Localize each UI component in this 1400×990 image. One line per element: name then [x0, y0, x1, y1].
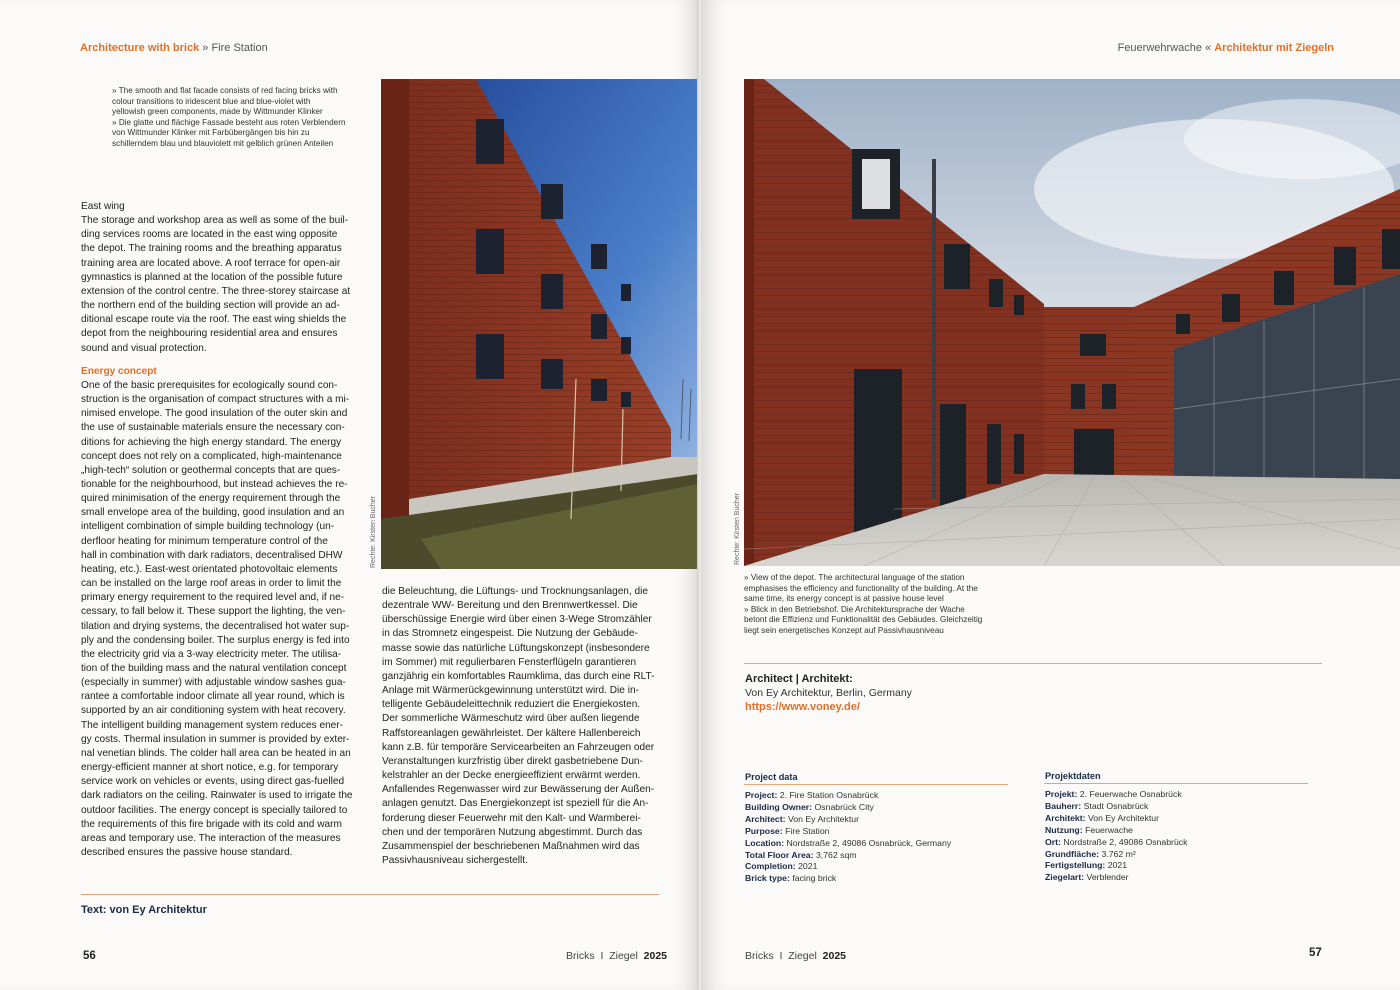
energy-line: hall in combination with dark radiators, decentralised DHW: [81, 549, 343, 561]
left-column-text: [81, 200, 357, 860]
energy-line: small envelope area of the building, good insulation and an: [81, 507, 345, 519]
left-header-separator: »: [199, 42, 212, 54]
east-wing-line: sound and visual protection.: [81, 342, 207, 354]
energy-line: the use of sustainable materials ensure the necessary con-: [81, 422, 345, 434]
east-wing-line: ditional escape route via the roof. The east wing shields the: [81, 314, 347, 326]
left-page: [0, 0, 698, 990]
energy-line: cessary, to fall below it. These support the lighting, the ven-: [81, 606, 346, 618]
german-line: in das Stromnetz eingespeist. Die Nutzung der Gebäude-: [382, 628, 638, 640]
left-header-section: Fire Station: [211, 42, 268, 54]
german-line: dezentrale WW- Bereitung und den Brennwertkessel. Die: [382, 600, 638, 612]
projektdaten-list: [1045, 789, 1325, 884]
caption-line: emphasises the efficiency and functionality of the building. At the: [744, 583, 978, 593]
east-wing-line: training area are located above. A roof terrace for open-air: [81, 257, 341, 269]
energy-line: One of the basic prerequisites for ecologically sound con-: [81, 379, 338, 391]
east-wing-line: gymnastics is planned at the location of the possible future: [81, 271, 343, 283]
caption-line: » The smooth and flat facade consists of red facing bricks with: [112, 86, 338, 95]
caption-line: von Wittmunder Klinker mit Farbübergängen bis hin zu: [112, 128, 310, 138]
energy-line: energy-efficient manner at short notice, e.g. for temporary: [81, 762, 339, 774]
projektdaten-row: Bauherr: Stadt Osnabrück: [1045, 800, 1149, 811]
energy-line: the requirements of this fire brigade with its cold and warm: [81, 818, 342, 830]
project-data-row: Total Floor Area: 3,762 sqm: [745, 849, 857, 860]
german-line: ganzjährig ein komfortables Raumklima, das durch eine RLT-: [382, 670, 655, 682]
projektdaten-row: Ziegelart: Verblender: [1045, 872, 1129, 883]
german-line: kann z.B. für temporäre Servicearbeiten an Fahrzeugen oder: [382, 741, 655, 753]
projektdaten-row: Fertigstellung: 2021: [1045, 860, 1128, 871]
project-data-row: Purpose: Fire Station: [745, 825, 830, 836]
energy-line: rantee a comfortable indoor climate all year round, which is: [81, 691, 345, 703]
energy-line: concept does not rely on a complicated, high-maintenance: [81, 450, 342, 462]
caption-line: » View of the depot. The architectural language of the station: [744, 573, 965, 582]
energy-line: The intelligent building management system reduces ener-: [81, 719, 344, 731]
depot-photo: [744, 79, 1400, 566]
footer-bricks: Bricks: [566, 950, 595, 962]
caption-line: » Blick in den Betriebshof. Die Architektursprache der Wache: [744, 604, 965, 614]
east-wing-photo-illustration: [381, 79, 698, 569]
german-line: Anlage mit Wärmerückgewinnung unterstützt wird. Die in-: [382, 685, 639, 697]
project-data-list: [745, 790, 1035, 885]
energy-line: described ensures the passive house standard.: [81, 847, 293, 859]
german-line: masse sowie das natürliche Lüftungskonzept (insbesondere: [382, 642, 650, 654]
project-data-row: Building Owner: Osnabrück City: [745, 801, 874, 812]
energy-line: tion of the building mass and the natural ventilation concept: [81, 663, 347, 674]
caption-line: » Die glatte und flächige Fassade besteht aus roten Verblendern: [112, 117, 346, 127]
east-wing-line: extension of the control centre. The three-storey staircase at: [81, 285, 351, 297]
german-line: chen und der temporären Nutzung abgestimmt. Durch das: [382, 826, 643, 838]
left-footer: [566, 950, 667, 962]
east-wing-line: the northern end of the building section will provide an ad-: [81, 300, 340, 312]
energy-line: outdoor facilities. The energy concept is specially tailored to: [81, 804, 348, 816]
project-data-row: Completion: 2021: [745, 861, 818, 872]
projektdaten-row: Ort: Nordstraße 2, 49086 Osnabrück: [1045, 836, 1188, 847]
footer-year: 2025: [822, 950, 847, 962]
caption-line: schillerndem blau und blauviolett mit gelblich grünen Anteilen: [112, 138, 334, 148]
energy-line: tionable for the neighbourhood, but instead achieves the re-: [81, 478, 348, 490]
right-footer: [745, 950, 846, 962]
energy-line: gy costs. Thermal insulation in summer is provided by exter-: [81, 733, 350, 745]
german-line: Passivhausniveau sichergestellt.: [382, 854, 528, 866]
footer-ziegel: Ziegel: [609, 950, 638, 962]
projektdaten-row: Grundfläche: 3.762 m²: [1045, 848, 1136, 859]
energy-line: can be installed on the large roof areas in order to limit the: [81, 578, 342, 590]
footer-separator: I: [779, 950, 783, 962]
caption-line: liegt sein energetisches Konzept auf Passivhausniveau: [744, 625, 944, 635]
german-line: kelstrahler an der Decke energieeffizient erwärmt werden.: [382, 770, 641, 782]
east-wing-line: The storage and workshop area as well as some of the buil-: [81, 215, 349, 227]
energy-line: struction is the organisation of compact structures with a mi-: [81, 394, 350, 406]
german-line: Der sommerliche Wärmeschutz wird über außen liegende: [382, 713, 640, 725]
architect-heading: Architect | Architekt:: [745, 673, 853, 685]
caption-line: yellowish green components, made by Wittmunder Klinker: [112, 107, 323, 117]
east-wing-photo: [381, 79, 698, 569]
projektdaten-row: Nutzung: Feuerwache: [1045, 824, 1133, 835]
caption-line: betont die Effizienz und Funktionalität des Gebäudes. Gleichzeitig: [744, 615, 983, 625]
projektdaten-row: Projekt: 2. Feuerwache Osnabrück: [1045, 789, 1182, 799]
right-header-section: Feuerwehrwache: [1117, 42, 1202, 54]
german-line: anlagen genutzt. Das Energiekonzept ist speziell für die An-: [382, 798, 649, 810]
footer-separator: I: [600, 950, 604, 962]
energy-line: ply and the condensing boiler. The surplus energy is fed into: [81, 634, 350, 646]
east-wing-line: depot from the neighbouring residential area and ensures: [81, 328, 338, 340]
energy-line: areas and temporary use. The interaction of the measures: [81, 832, 341, 844]
caption-line: colour transitions to iridescent blue and blue-violet with: [112, 96, 311, 106]
footer-year: 2025: [643, 950, 668, 962]
energy-line: „high-tech“ solution or geothermal concepts that are ques-: [81, 464, 341, 476]
projektdaten-rule: [1044, 783, 1308, 784]
german-line: Anfallendes Regenwasser wird zur Bewässerung der Außen-: [382, 784, 655, 796]
german-line: forderung dieser Feuerwehr mit den Kalt- und Warmberei-: [382, 812, 641, 824]
energy-line: quired minimisation of the energy requirement through the: [81, 493, 341, 505]
left-header-accent: Architecture with brick: [80, 42, 200, 54]
east-wing-heading: East wing: [81, 201, 125, 212]
german-line: telligente Gebäudeleittechnik reduziert die Energiekosten.: [382, 699, 641, 711]
left-photo-caption: [112, 86, 362, 150]
east-wing-line: ding services rooms are located in the east wing opposite: [81, 229, 338, 241]
projektdaten-row: Architekt: Von Ey Architektur: [1045, 812, 1159, 823]
energy-line: the electricity grid via a 3-way electricity meter. The utilisa-: [81, 648, 342, 660]
left-running-header: [80, 42, 268, 54]
energy-line: derfloor heating for minimum temperature control of the: [81, 535, 328, 547]
depot-photo-illustration: [744, 79, 1400, 566]
caption-line: same time, its energy concept is at passive house level: [744, 594, 944, 604]
project-data-row: Project: 2. Fire Station Osnabrück: [745, 790, 879, 800]
energy-line: heating, etc.). East-west orientated photovoltaic elements: [81, 563, 338, 575]
text-credit: Text: von Ey Architektur: [81, 904, 207, 916]
right-header-separator: «: [1201, 42, 1215, 54]
energy-line: supported by an air conditioning system with heat recovery.: [81, 705, 346, 717]
german-line: im Sommer) mit regulierbaren Fensterflügeln garantieren: [382, 656, 637, 668]
german-line: überschüssige Energie wird über einen 3-Wege Stromzähler: [382, 614, 652, 626]
energy-line: dark radiators on the ceiling. Rainwater is used to irrigate the: [81, 790, 353, 802]
project-data-rule: [744, 784, 1008, 785]
german-line: Zusammenspiel der beschriebenen Maßnahmen wird das: [382, 840, 640, 852]
energy-line: (especially in summer) with adjustable window sashes gua-: [81, 677, 346, 689]
energy-line: nal venetian blinds. The colder hall area can be heated in an: [81, 747, 351, 759]
project-data-row: Location: Nordstraße 2, 49086 Osnabrück, Germany: [745, 837, 952, 848]
energy-concept-heading: Energy concept: [81, 365, 157, 377]
german-line: die Beleuchtung, die Lüftungs- und Trocknungsanlagen, die: [382, 586, 648, 597]
energy-line: primary energy requirement to the required level and, if ne-: [81, 592, 345, 604]
energy-line: intelligent combination of simple building technology (un-: [81, 521, 335, 533]
architect-website-link[interactable]: https://www.voney.de/: [745, 701, 860, 713]
right-header-accent: Architektur mit Ziegeln: [1214, 42, 1334, 54]
architect-rule: [744, 663, 1322, 664]
east-wing-line: the depot. The training rooms and the breathing apparatus: [81, 243, 342, 255]
german-line: Veranstaltungen kurzfristig über direkt gasbetriebene Dun-: [382, 755, 643, 767]
architect-name: Von Ey Architektur, Berlin, Germany: [745, 687, 912, 699]
project-data-heading: Project data: [745, 772, 798, 782]
energy-line: service work on vehicles or events, using direct gas-fuelled: [81, 776, 345, 788]
right-running-header: [1118, 42, 1334, 54]
footer-bricks: Bricks: [745, 950, 774, 962]
energy-line: tilation and drying systems, the decentralised hot water sup-: [81, 620, 350, 632]
projektdaten-heading: Projektdaten: [1045, 771, 1101, 781]
left-footer-rule: [81, 894, 659, 895]
right-page-number: 57: [1309, 947, 1322, 959]
german-line: Raffstoreanlagen gewährleistet. Der kältere Hallenbereich: [382, 727, 641, 739]
project-data-row: Architect: Von Ey Architektur: [745, 813, 859, 824]
footer-ziegel: Ziegel: [788, 950, 817, 962]
energy-line: nimised envelope. The good insulation of the outer skin and: [81, 408, 348, 420]
german-column-text: [382, 585, 659, 868]
energy-line: ditions for achieving the high energy standard. The energy: [81, 436, 342, 448]
project-data-row: Brick type: facing brick: [745, 873, 837, 884]
left-page-number: 56: [83, 950, 96, 962]
right-photo-caption: [744, 573, 1064, 637]
right-page: [702, 0, 1400, 990]
right-photo-credit: Rechte: Kirsten Bucher: [734, 493, 741, 565]
left-photo-credit: Rechte: Kirsten Bucher: [370, 496, 377, 568]
